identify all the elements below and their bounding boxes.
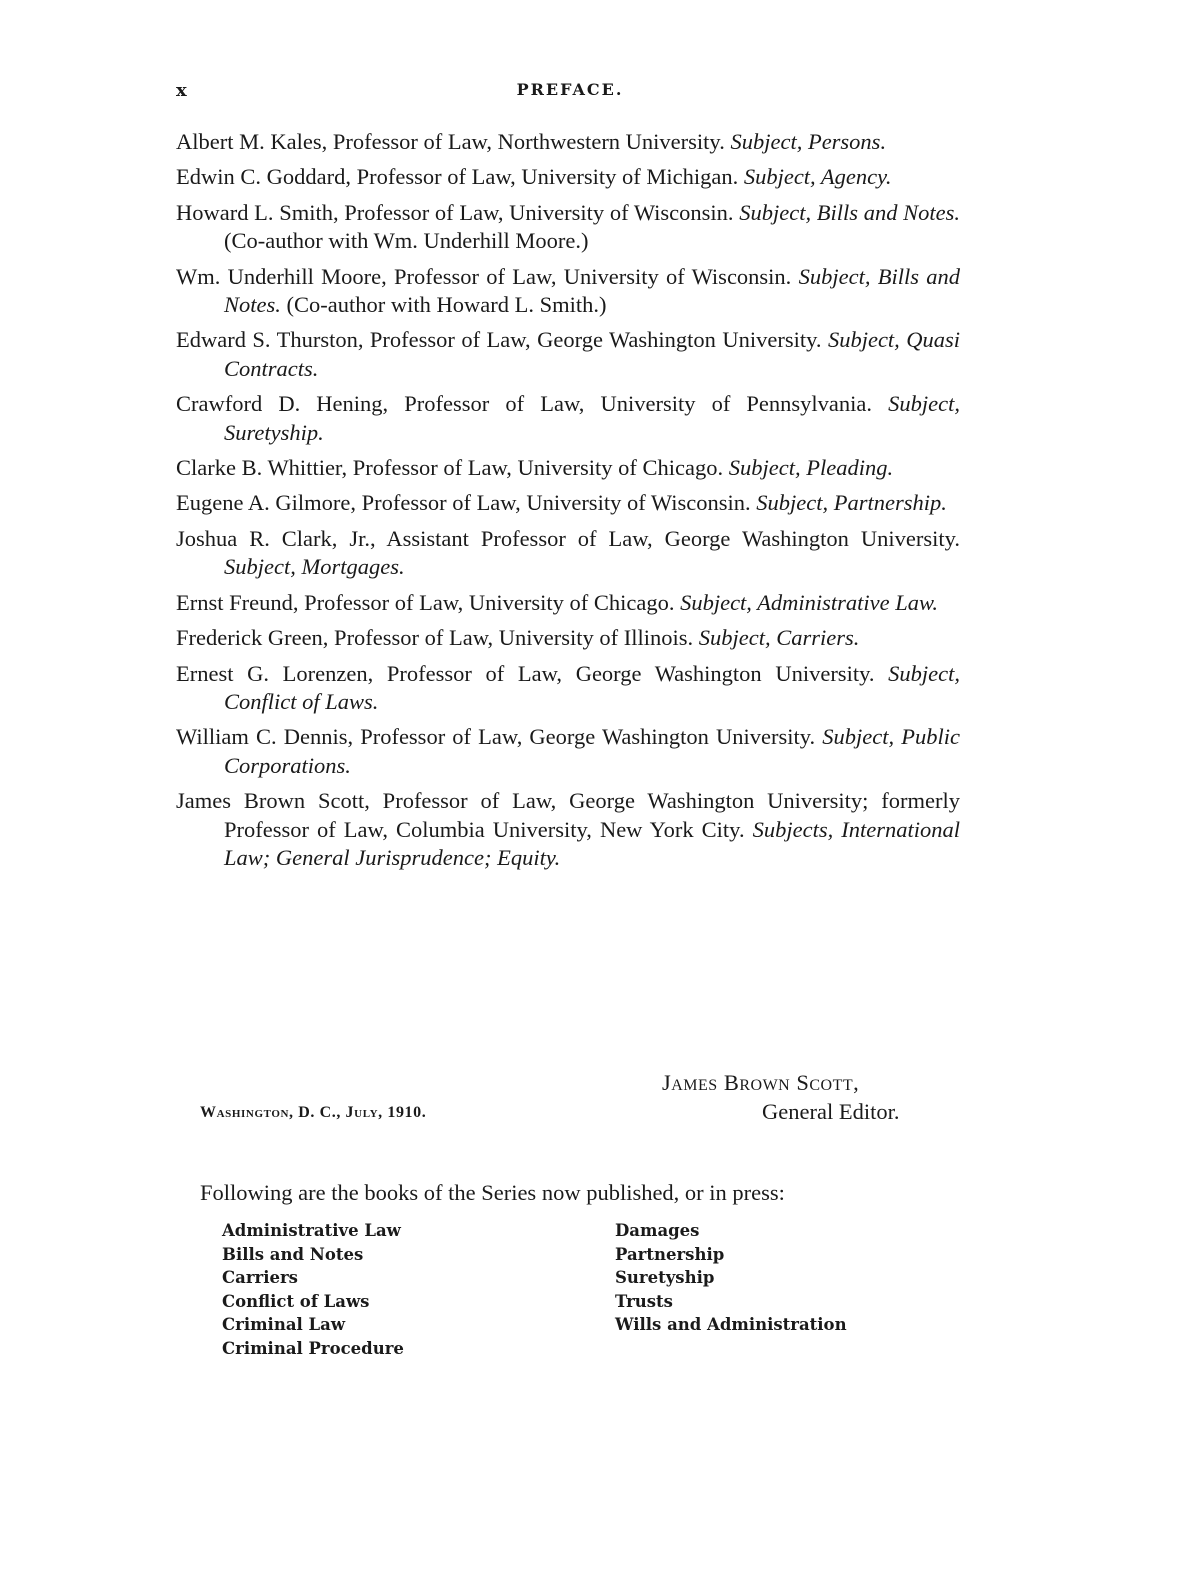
signature-role: General Editor. bbox=[762, 1099, 900, 1124]
contributors-list bbox=[176, 128, 960, 879]
series-book-title: Wills and Administration bbox=[615, 1315, 847, 1334]
contributor-entry: Edward S. Thurston, Professor of Law, George Washington University. Subject, Quasi Contracts. bbox=[176, 327, 961, 381]
contributor-entry: William C. Dennis, Professor of Law, George Washington University. Subject, Public Corporations. bbox=[176, 724, 961, 778]
dateline: Washington, D. C., July, 1910. bbox=[200, 1104, 427, 1121]
series-book-title: Damages bbox=[615, 1221, 700, 1240]
contributor-entry: Eugene A. Gilmore, Professor of Law, University of Wisconsin. Subject, Partnership. bbox=[176, 490, 947, 516]
running-header bbox=[176, 80, 964, 104]
contributor-entry: Edwin C. Goddard, Professor of Law, University of Michigan. Subject, Agency. bbox=[176, 164, 892, 190]
contributor-entry: Albert M. Kales, Professor of Law, Northwestern University. Subject, Persons. bbox=[176, 129, 887, 154]
series-list-right bbox=[615, 1219, 847, 1337]
series-book-title: Partnership bbox=[615, 1244, 725, 1264]
contributor-entry: Howard L. Smith, Professor of Law, University of Wisconsin. Subject, Bills and Notes. (Co-author with Wm. Underhill Moore.) bbox=[176, 199, 961, 254]
series-book-title: Trusts bbox=[615, 1291, 673, 1311]
series-book-title: Suretyship bbox=[615, 1268, 715, 1287]
page-number: x bbox=[176, 80, 188, 101]
contributor-entry: Crawford D. Hening, Professor of Law, University of Pennsylvania. Subject, Suretyship. bbox=[176, 391, 960, 445]
contributor-entry: Ernst Freund, Professor of Law, University of Chicago. Subject, Administrative Law. bbox=[176, 589, 938, 615]
contributor-entry: Ernest G. Lorenzen, Professor of Law, George Washington University. Subject, Conflict of Laws. bbox=[176, 660, 960, 714]
page-title: PREFACE. bbox=[516, 80, 624, 99]
series-intro: Following are the books of the Series now published, or in press: bbox=[200, 1180, 785, 1205]
contributor-entry: Frederick Green, Professor of Law, University of Illinois. Subject, Carriers. bbox=[176, 625, 860, 651]
series-list-left bbox=[222, 1219, 404, 1360]
contributor-entry: James Brown Scott, Professor of Law, George Washington University; formerly Professor of Law, Columbia University, New York City. Subjects, International Law; General Jurisprudence; Equity. bbox=[176, 788, 961, 870]
contributor-entry: Wm. Underhill Moore, Professor of Law, University of Wisconsin. Subject, Bills and Notes. (Co-author with Howard L. Smith.) bbox=[176, 263, 960, 318]
series-book-title: Carriers bbox=[222, 1268, 298, 1287]
series-book-title: Conflict of Laws bbox=[222, 1291, 370, 1311]
contributor-entry: Joshua R. Clark, Jr., Assistant Professor of Law, George Washington University. Subject, Mortgages. bbox=[176, 525, 960, 580]
series-book-title: Criminal Law bbox=[222, 1315, 346, 1334]
signature-name: James Brown Scott, bbox=[662, 1070, 860, 1095]
series-book-title: Administrative Law bbox=[222, 1221, 401, 1240]
series-book-title: Criminal Procedure bbox=[222, 1338, 404, 1358]
series-book-title: Bills and Notes bbox=[222, 1244, 364, 1264]
contributor-entry: Clarke B. Whittier, Professor of Law, University of Chicago. Subject, Pleading. bbox=[176, 455, 894, 481]
